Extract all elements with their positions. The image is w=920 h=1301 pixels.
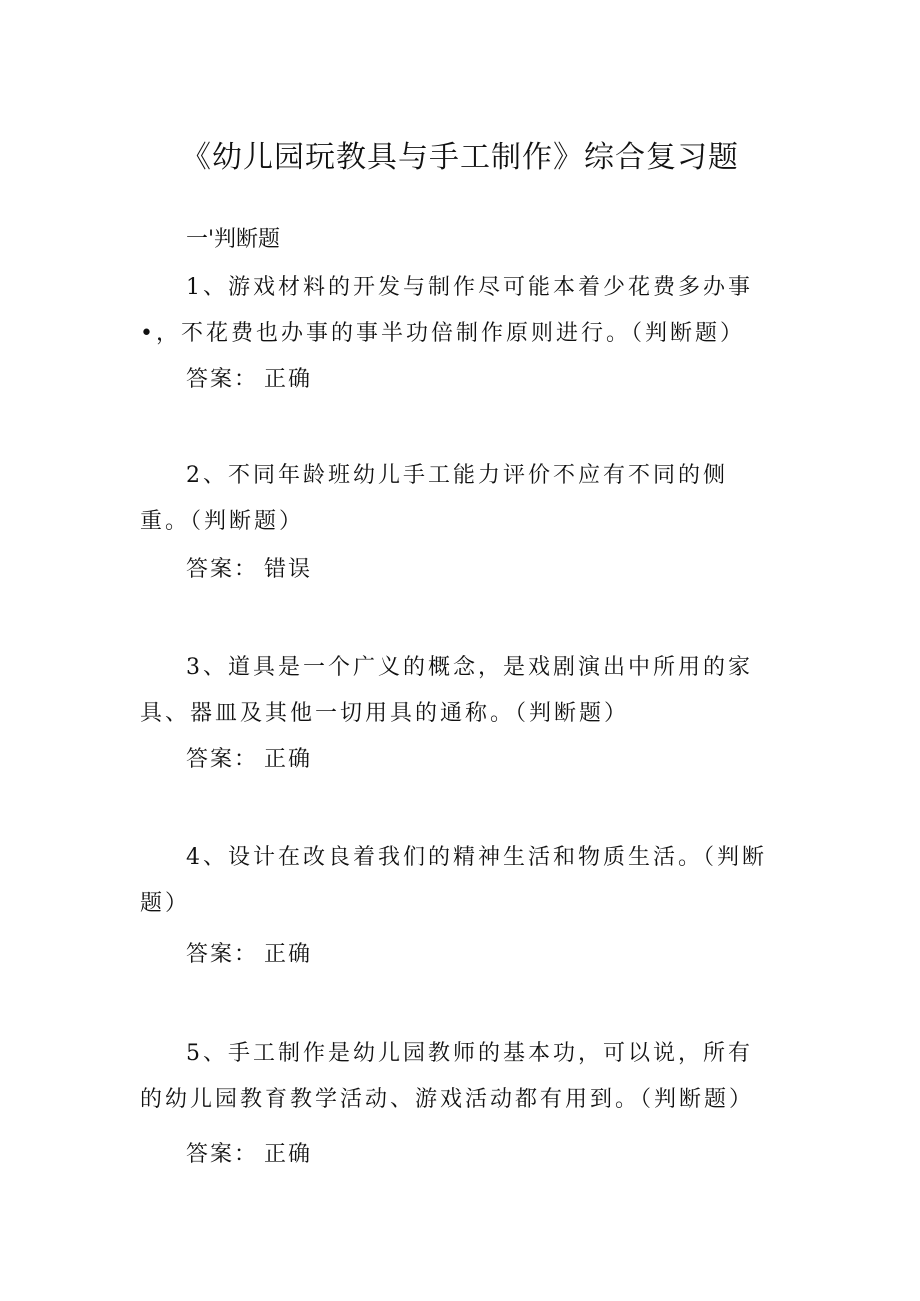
answer-3 [186, 744, 312, 776]
section-heading: 一'判断题 [186, 227, 281, 252]
answer-value: 错误 [264, 557, 313, 582]
question-3: 3、道具是一个广义的概念，是戏剧演出中所用的家具、器皿及其他一切用具的通称。（判断题） [140, 655, 753, 726]
answer-label: 答案： [186, 942, 259, 967]
answer-value: 正确 [264, 1142, 313, 1167]
answer-label: 答案： [186, 367, 259, 392]
answer-2 [186, 554, 312, 586]
question-4: 4、设计在改良着我们的精神生活和物质生活。（判断题） [140, 845, 767, 916]
answer-value: 正确 [264, 747, 313, 772]
answer-label: 答案： [186, 747, 259, 772]
answer-value: 正确 [264, 942, 313, 967]
answer-1 [186, 364, 312, 396]
question-1: 1、游戏材料的开发与制作尽可能本着少花费多办事•，不花费也办事的事半功倍制作原则进行。（判断题） [140, 275, 753, 346]
answer-label: 答案： [186, 1142, 259, 1167]
answer-4 [186, 939, 312, 971]
question-2: 2、不同年龄班幼儿手工能力评价不应有不同的侧重。（判断题） [140, 463, 728, 534]
document-title: 《幼儿园玩教具与手工制作》综合复习题 [181, 140, 739, 175]
answer-5 [186, 1139, 312, 1171]
question-5: 5、手工制作是幼儿园教师的基本功，可以说，所有的幼儿园教育教学活动、游戏活动都有用到。（判断题） [140, 1041, 755, 1112]
answer-value: 正确 [264, 367, 313, 392]
answer-label: 答案： [186, 557, 259, 582]
